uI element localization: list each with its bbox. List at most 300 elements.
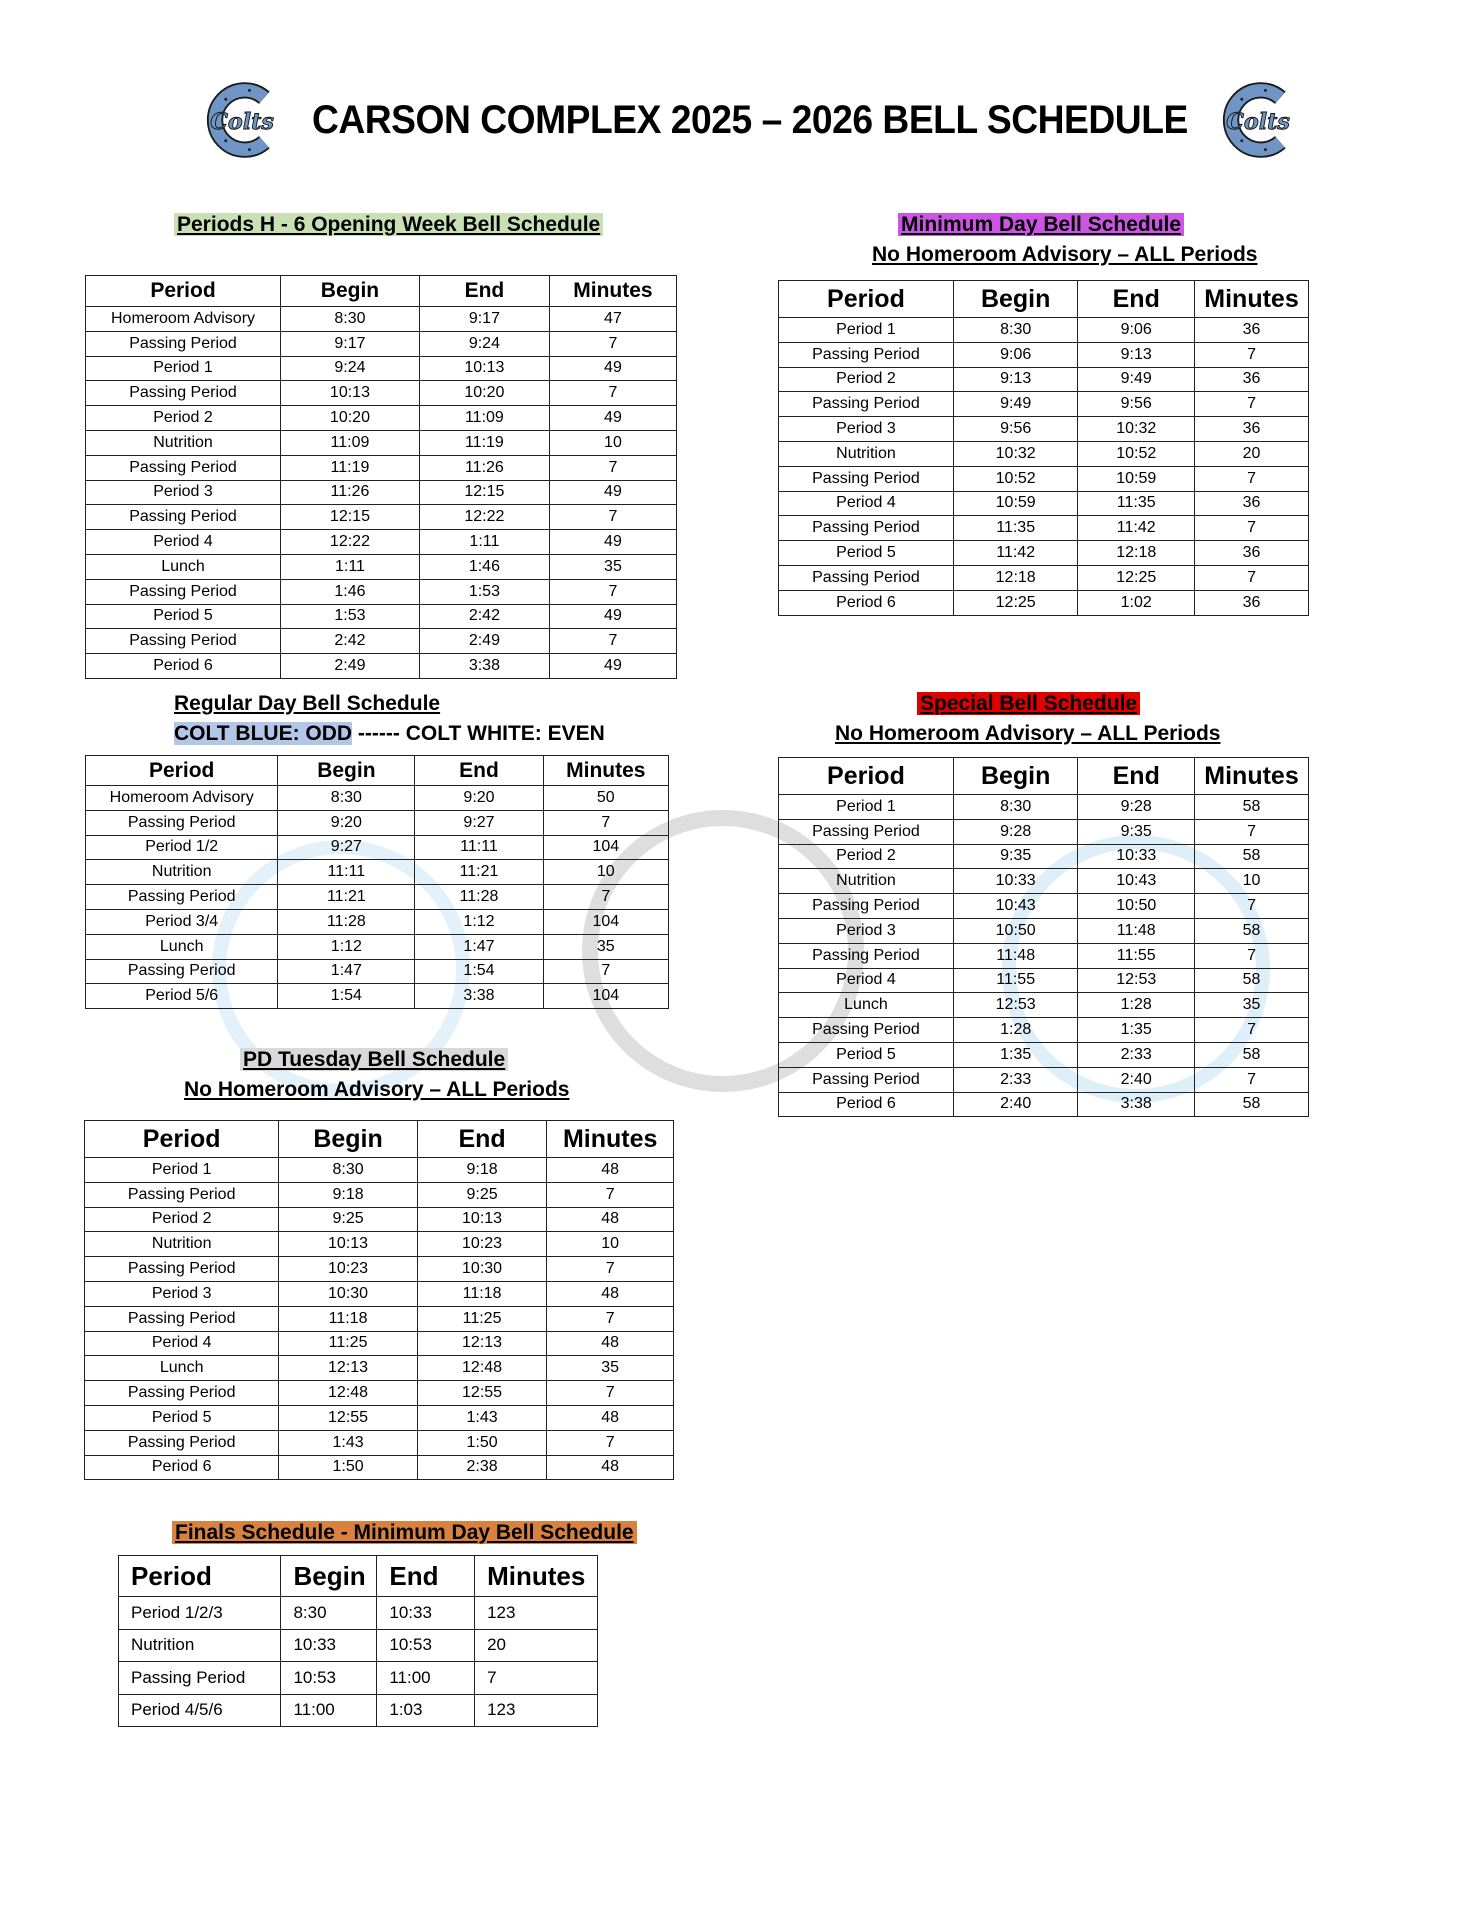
end-cell: 12:55 (417, 1381, 547, 1406)
minutes-cell: 7 (547, 1306, 674, 1331)
period-cell: Period 5 (85, 1405, 279, 1430)
period-cell: Period 4 (86, 530, 281, 555)
end-cell: 11:48 (1078, 918, 1195, 943)
begin-cell: 11:35 (953, 516, 1078, 541)
period-cell: Passing Period (779, 565, 954, 590)
table-row (779, 392, 1309, 417)
begin-cell: 9:17 (281, 331, 420, 356)
table-row (85, 1455, 674, 1480)
minutes-cell: 7 (1195, 392, 1309, 417)
table-row (779, 441, 1309, 466)
table-row (86, 909, 669, 934)
period-cell: Passing Period (86, 455, 281, 480)
period-cell: Passing Period (779, 943, 954, 968)
begin-cell: 10:20 (281, 406, 420, 431)
minutes-cell: 7 (1195, 894, 1309, 919)
header-row (119, 1556, 598, 1597)
begin-cell: 12:18 (953, 565, 1078, 590)
period-cell: Passing Period (119, 1662, 281, 1695)
column-header-period: Period (119, 1556, 281, 1597)
begin-cell: 2:33 (953, 1067, 1078, 1092)
column-header-end: End (377, 1556, 475, 1597)
period-cell: Period 5 (779, 1042, 954, 1067)
end-cell: 11:55 (1078, 943, 1195, 968)
table-row (85, 1430, 674, 1455)
table-row (86, 984, 669, 1009)
minutes-cell: 123 (475, 1597, 598, 1630)
header-row (86, 756, 669, 786)
period-cell: Nutrition (779, 869, 954, 894)
table-row (779, 1067, 1309, 1092)
begin-cell: 8:30 (281, 1597, 377, 1630)
end-cell: 3:38 (415, 984, 543, 1009)
minutes-cell: 123 (475, 1694, 598, 1727)
minutes-cell: 10 (549, 430, 676, 455)
table-row (779, 943, 1309, 968)
begin-cell: 10:33 (953, 869, 1078, 894)
end-cell: 1:03 (377, 1694, 475, 1727)
begin-cell: 10:23 (279, 1257, 417, 1282)
table-row (85, 1381, 674, 1406)
minimum-day-subtitle: No Homeroom Advisory – ALL Periods (872, 243, 1258, 266)
minutes-cell: 10 (547, 1232, 674, 1257)
minutes-cell: 104 (543, 984, 668, 1009)
table-row (779, 318, 1309, 343)
minutes-cell: 58 (1195, 1092, 1309, 1117)
table-row (779, 869, 1309, 894)
period-cell: Passing Period (86, 885, 278, 910)
page-title: CARSON COMPLEX 2025 – 2026 BELL SCHEDULE (312, 97, 1188, 142)
table-row (85, 1281, 674, 1306)
table-row (86, 959, 669, 984)
table-row (86, 455, 677, 480)
end-cell: 11:09 (419, 406, 549, 431)
table-row (86, 579, 677, 604)
column-header-begin: Begin (279, 1121, 417, 1158)
period-cell: Passing Period (779, 819, 954, 844)
colt-blue-odd-label: COLT BLUE: ODD (174, 722, 353, 745)
column-header-minutes: Minutes (475, 1556, 598, 1597)
period-cell: Period 3/4 (86, 909, 278, 934)
begin-cell: 11:09 (281, 430, 420, 455)
period-cell: Period 2 (85, 1207, 279, 1232)
end-cell: 11:00 (377, 1662, 475, 1695)
colt-white-even-label: ------ COLT WHITE: EVEN (352, 722, 605, 745)
end-cell: 11:11 (415, 835, 543, 860)
special-schedule-table (778, 757, 1309, 1117)
period-cell: Period 3 (85, 1281, 279, 1306)
end-cell: 11:25 (417, 1306, 547, 1331)
period-cell: Period 1 (779, 318, 954, 343)
minutes-cell: 7 (547, 1257, 674, 1282)
end-cell: 11:19 (419, 430, 549, 455)
begin-cell: 2:40 (953, 1092, 1078, 1117)
period-cell: Passing Period (85, 1430, 279, 1455)
begin-cell: 11:00 (281, 1694, 377, 1727)
table-row (779, 844, 1309, 869)
minutes-cell: 10 (1195, 869, 1309, 894)
begin-cell: 8:30 (278, 786, 415, 811)
end-cell: 12:15 (419, 480, 549, 505)
table-row (86, 381, 677, 406)
begin-cell: 11:42 (953, 541, 1078, 566)
minutes-cell: 58 (1195, 1042, 1309, 1067)
table-row (119, 1662, 598, 1695)
table-row (779, 894, 1309, 919)
end-cell: 3:38 (1078, 1092, 1195, 1117)
minutes-cell: 20 (1195, 441, 1309, 466)
end-cell: 11:35 (1078, 491, 1195, 516)
begin-cell: 9:24 (281, 356, 420, 381)
period-cell: Passing Period (779, 1018, 954, 1043)
svg-text:Colts: Colts (210, 108, 274, 135)
end-cell: 12:13 (417, 1331, 547, 1356)
minutes-cell: 7 (1195, 943, 1309, 968)
end-cell: 1:02 (1078, 590, 1195, 615)
end-cell: 10:30 (417, 1257, 547, 1282)
minutes-cell: 7 (475, 1662, 598, 1695)
minutes-cell: 7 (543, 959, 668, 984)
begin-cell: 12:13 (279, 1356, 417, 1381)
period-cell: Passing Period (86, 810, 278, 835)
period-cell: Lunch (86, 554, 281, 579)
table-row (779, 1042, 1309, 1067)
period-cell: Homeroom Advisory (86, 786, 278, 811)
begin-cell: 10:53 (281, 1662, 377, 1695)
end-cell: 1:11 (419, 530, 549, 555)
column-header-begin: Begin (278, 756, 415, 786)
minutes-cell: 36 (1195, 491, 1309, 516)
begin-cell: 9:13 (953, 367, 1078, 392)
begin-cell: 1:43 (279, 1430, 417, 1455)
begin-cell: 8:30 (953, 795, 1078, 820)
table-row (86, 480, 677, 505)
end-cell: 9:35 (1078, 819, 1195, 844)
table-row (85, 1306, 674, 1331)
table-row (85, 1158, 674, 1183)
period-cell: Period 4 (85, 1331, 279, 1356)
colts-horseshoe-logo-icon (1221, 70, 1295, 170)
column-header-end: End (1078, 281, 1195, 318)
end-cell: 10:43 (1078, 869, 1195, 894)
begin-cell: 10:50 (953, 918, 1078, 943)
header-row (779, 281, 1309, 318)
minutes-cell: 49 (549, 480, 676, 505)
column-header-end: End (415, 756, 543, 786)
minutes-cell: 7 (549, 381, 676, 406)
column-header-period: Period (85, 1121, 279, 1158)
minutes-cell: 35 (547, 1356, 674, 1381)
table-row (85, 1257, 674, 1282)
finals-table (118, 1555, 598, 1727)
begin-cell: 9:06 (953, 342, 1078, 367)
minutes-cell: 35 (549, 554, 676, 579)
minutes-cell: 49 (549, 356, 676, 381)
period-cell: Period 4/5/6 (119, 1694, 281, 1727)
minutes-cell: 36 (1195, 541, 1309, 566)
period-cell: Period 4 (779, 491, 954, 516)
period-cell: Nutrition (86, 430, 281, 455)
table-row (779, 590, 1309, 615)
end-cell: 1:43 (417, 1405, 547, 1430)
minutes-cell: 36 (1195, 590, 1309, 615)
opening-week-table (85, 275, 677, 679)
regular-day-subtitle (174, 720, 605, 748)
minutes-cell: 7 (1195, 516, 1309, 541)
period-cell: Period 5/6 (86, 984, 278, 1009)
end-cell: 12:53 (1078, 968, 1195, 993)
minutes-cell: 7 (549, 455, 676, 480)
table-row (86, 430, 677, 455)
end-cell: 1:12 (415, 909, 543, 934)
end-cell: 2:33 (1078, 1042, 1195, 1067)
minutes-cell: 7 (543, 885, 668, 910)
end-cell: 11:21 (415, 860, 543, 885)
end-cell: 10:20 (419, 381, 549, 406)
column-header-minutes: Minutes (549, 276, 676, 307)
period-cell: Passing Period (86, 381, 281, 406)
minutes-cell: 7 (547, 1182, 674, 1207)
period-cell: Period 5 (779, 541, 954, 566)
table-row (85, 1405, 674, 1430)
period-cell: Period 3 (86, 480, 281, 505)
period-cell: Period 4 (779, 968, 954, 993)
minutes-cell: 58 (1195, 968, 1309, 993)
table-row (779, 491, 1309, 516)
table-row (85, 1182, 674, 1207)
period-cell: Nutrition (119, 1629, 281, 1662)
table-row (779, 565, 1309, 590)
begin-cell: 12:48 (279, 1381, 417, 1406)
table-row (86, 786, 669, 811)
end-cell: 11:42 (1078, 516, 1195, 541)
table-row (86, 505, 677, 530)
table-row (119, 1629, 598, 1662)
end-cell: 2:49 (419, 629, 549, 654)
period-cell: Passing Period (86, 331, 281, 356)
end-cell: 9:06 (1078, 318, 1195, 343)
period-cell: Lunch (85, 1356, 279, 1381)
minutes-cell: 48 (547, 1281, 674, 1306)
minutes-cell: 20 (475, 1629, 598, 1662)
minutes-cell: 58 (1195, 844, 1309, 869)
begin-cell: 12:15 (281, 505, 420, 530)
minutes-cell: 49 (549, 406, 676, 431)
pd-tuesday-subtitle: No Homeroom Advisory – ALL Periods (184, 1078, 570, 1101)
table-row (86, 885, 669, 910)
period-cell: Period 3 (779, 417, 954, 442)
period-cell: Lunch (779, 993, 954, 1018)
begin-cell: 9:28 (953, 819, 1078, 844)
period-cell: Passing Period (779, 342, 954, 367)
begin-cell: 10:59 (953, 491, 1078, 516)
period-cell: Passing Period (86, 505, 281, 530)
end-cell: 12:48 (417, 1356, 547, 1381)
period-cell: Passing Period (779, 894, 954, 919)
minutes-cell: 48 (547, 1207, 674, 1232)
begin-cell: 10:30 (279, 1281, 417, 1306)
table-row (86, 654, 677, 679)
end-cell: 9:13 (1078, 342, 1195, 367)
column-header-end: End (417, 1121, 547, 1158)
period-cell: Period 2 (779, 367, 954, 392)
end-cell: 9:18 (417, 1158, 547, 1183)
period-cell: Nutrition (779, 441, 954, 466)
end-cell: 2:40 (1078, 1067, 1195, 1092)
header-row (85, 1121, 674, 1158)
period-cell: Period 1 (779, 795, 954, 820)
end-cell: 10:33 (377, 1597, 475, 1630)
minutes-cell: 7 (543, 810, 668, 835)
begin-cell: 11:55 (953, 968, 1078, 993)
period-cell: Period 1 (85, 1158, 279, 1183)
table-row (85, 1207, 674, 1232)
minutes-cell: 48 (547, 1331, 674, 1356)
end-cell: 11:28 (415, 885, 543, 910)
period-cell: Passing Period (86, 959, 278, 984)
begin-cell: 1:47 (278, 959, 415, 984)
minimum-day-table (778, 280, 1309, 616)
begin-cell: 10:13 (279, 1232, 417, 1257)
svg-text:Colts: Colts (1226, 108, 1290, 135)
begin-cell: 1:50 (279, 1455, 417, 1480)
minutes-cell: 104 (543, 909, 668, 934)
special-schedule-subtitle: No Homeroom Advisory – ALL Periods (835, 722, 1221, 745)
begin-cell: 11:19 (281, 455, 420, 480)
end-cell: 9:56 (1078, 392, 1195, 417)
begin-cell: 8:30 (281, 307, 420, 332)
end-cell: 10:23 (417, 1232, 547, 1257)
table-row (86, 934, 669, 959)
period-cell: Period 1/2 (86, 835, 278, 860)
table-row (85, 1331, 674, 1356)
special-schedule-heading: Special Bell Schedule (917, 690, 1140, 718)
begin-cell: 1:53 (281, 604, 420, 629)
begin-cell: 12:53 (953, 993, 1078, 1018)
begin-cell: 1:54 (278, 984, 415, 1009)
begin-cell: 12:55 (279, 1405, 417, 1430)
column-header-period: Period (86, 276, 281, 307)
end-cell: 10:13 (419, 356, 549, 381)
period-cell: Passing Period (85, 1306, 279, 1331)
period-cell: Passing Period (86, 629, 281, 654)
table-row (85, 1232, 674, 1257)
period-cell: Passing Period (85, 1381, 279, 1406)
table-row (779, 466, 1309, 491)
begin-cell: 8:30 (953, 318, 1078, 343)
end-cell: 9:17 (419, 307, 549, 332)
minutes-cell: 48 (547, 1158, 674, 1183)
period-cell: Period 6 (779, 590, 954, 615)
period-cell: Period 6 (86, 654, 281, 679)
end-cell: 1:50 (417, 1430, 547, 1455)
begin-cell: 1:35 (953, 1042, 1078, 1067)
column-header-minutes: Minutes (543, 756, 668, 786)
end-cell: 10:32 (1078, 417, 1195, 442)
begin-cell: 11:11 (278, 860, 415, 885)
begin-cell: 9:35 (953, 844, 1078, 869)
period-cell: Passing Period (779, 466, 954, 491)
table-row (86, 331, 677, 356)
table-row (86, 629, 677, 654)
end-cell: 2:38 (417, 1455, 547, 1480)
table-row (86, 810, 669, 835)
table-row (779, 918, 1309, 943)
column-header-end: End (419, 276, 549, 307)
table-row (86, 356, 677, 381)
period-cell: Period 2 (779, 844, 954, 869)
minutes-cell: 35 (1195, 993, 1309, 1018)
period-cell: Period 1 (86, 356, 281, 381)
table-row (86, 307, 677, 332)
column-header-period: Period (779, 281, 954, 318)
begin-cell: 10:43 (953, 894, 1078, 919)
begin-cell: 11:25 (279, 1331, 417, 1356)
begin-cell: 9:56 (953, 417, 1078, 442)
begin-cell: 11:48 (953, 943, 1078, 968)
minutes-cell: 49 (549, 654, 676, 679)
end-cell: 9:20 (415, 786, 543, 811)
minutes-cell: 36 (1195, 367, 1309, 392)
end-cell: 1:46 (419, 554, 549, 579)
end-cell: 10:50 (1078, 894, 1195, 919)
begin-cell: 2:49 (281, 654, 420, 679)
minutes-cell: 7 (549, 331, 676, 356)
period-cell: Passing Period (779, 1067, 954, 1092)
minutes-cell: 7 (1195, 342, 1309, 367)
period-cell: Passing Period (779, 516, 954, 541)
minutes-cell: 7 (549, 505, 676, 530)
minutes-cell: 7 (547, 1381, 674, 1406)
period-cell: Period 1/2/3 (119, 1597, 281, 1630)
column-header-period: Period (779, 758, 954, 795)
colts-horseshoe-logo-icon (205, 70, 279, 170)
period-cell: Period 6 (85, 1455, 279, 1480)
end-cell: 1:28 (1078, 993, 1195, 1018)
minimum-day-heading: Minimum Day Bell Schedule (898, 211, 1184, 239)
table-row (119, 1694, 598, 1727)
end-cell: 9:24 (419, 331, 549, 356)
minutes-cell: 7 (1195, 565, 1309, 590)
period-cell: Period 5 (86, 604, 281, 629)
pd-tuesday-table (84, 1120, 674, 1480)
begin-cell: 11:21 (278, 885, 415, 910)
end-cell: 9:28 (1078, 795, 1195, 820)
end-cell: 12:22 (419, 505, 549, 530)
table-row (779, 795, 1309, 820)
column-header-begin: Begin (953, 758, 1078, 795)
begin-cell: 10:13 (281, 381, 420, 406)
begin-cell: 1:11 (281, 554, 420, 579)
period-cell: Period 2 (86, 406, 281, 431)
begin-cell: 12:22 (281, 530, 420, 555)
minutes-cell: 7 (1195, 1018, 1309, 1043)
minutes-cell: 58 (1195, 795, 1309, 820)
begin-cell: 10:32 (953, 441, 1078, 466)
period-cell: Lunch (86, 934, 278, 959)
table-row (779, 1092, 1309, 1117)
period-cell: Nutrition (86, 860, 278, 885)
end-cell: 10:52 (1078, 441, 1195, 466)
period-cell: Period 3 (779, 918, 954, 943)
table-row (119, 1597, 598, 1630)
period-cell: Passing Period (85, 1182, 279, 1207)
end-cell: 10:33 (1078, 844, 1195, 869)
end-cell: 10:59 (1078, 466, 1195, 491)
end-cell: 9:25 (417, 1182, 547, 1207)
table-row (86, 554, 677, 579)
begin-cell: 11:28 (278, 909, 415, 934)
